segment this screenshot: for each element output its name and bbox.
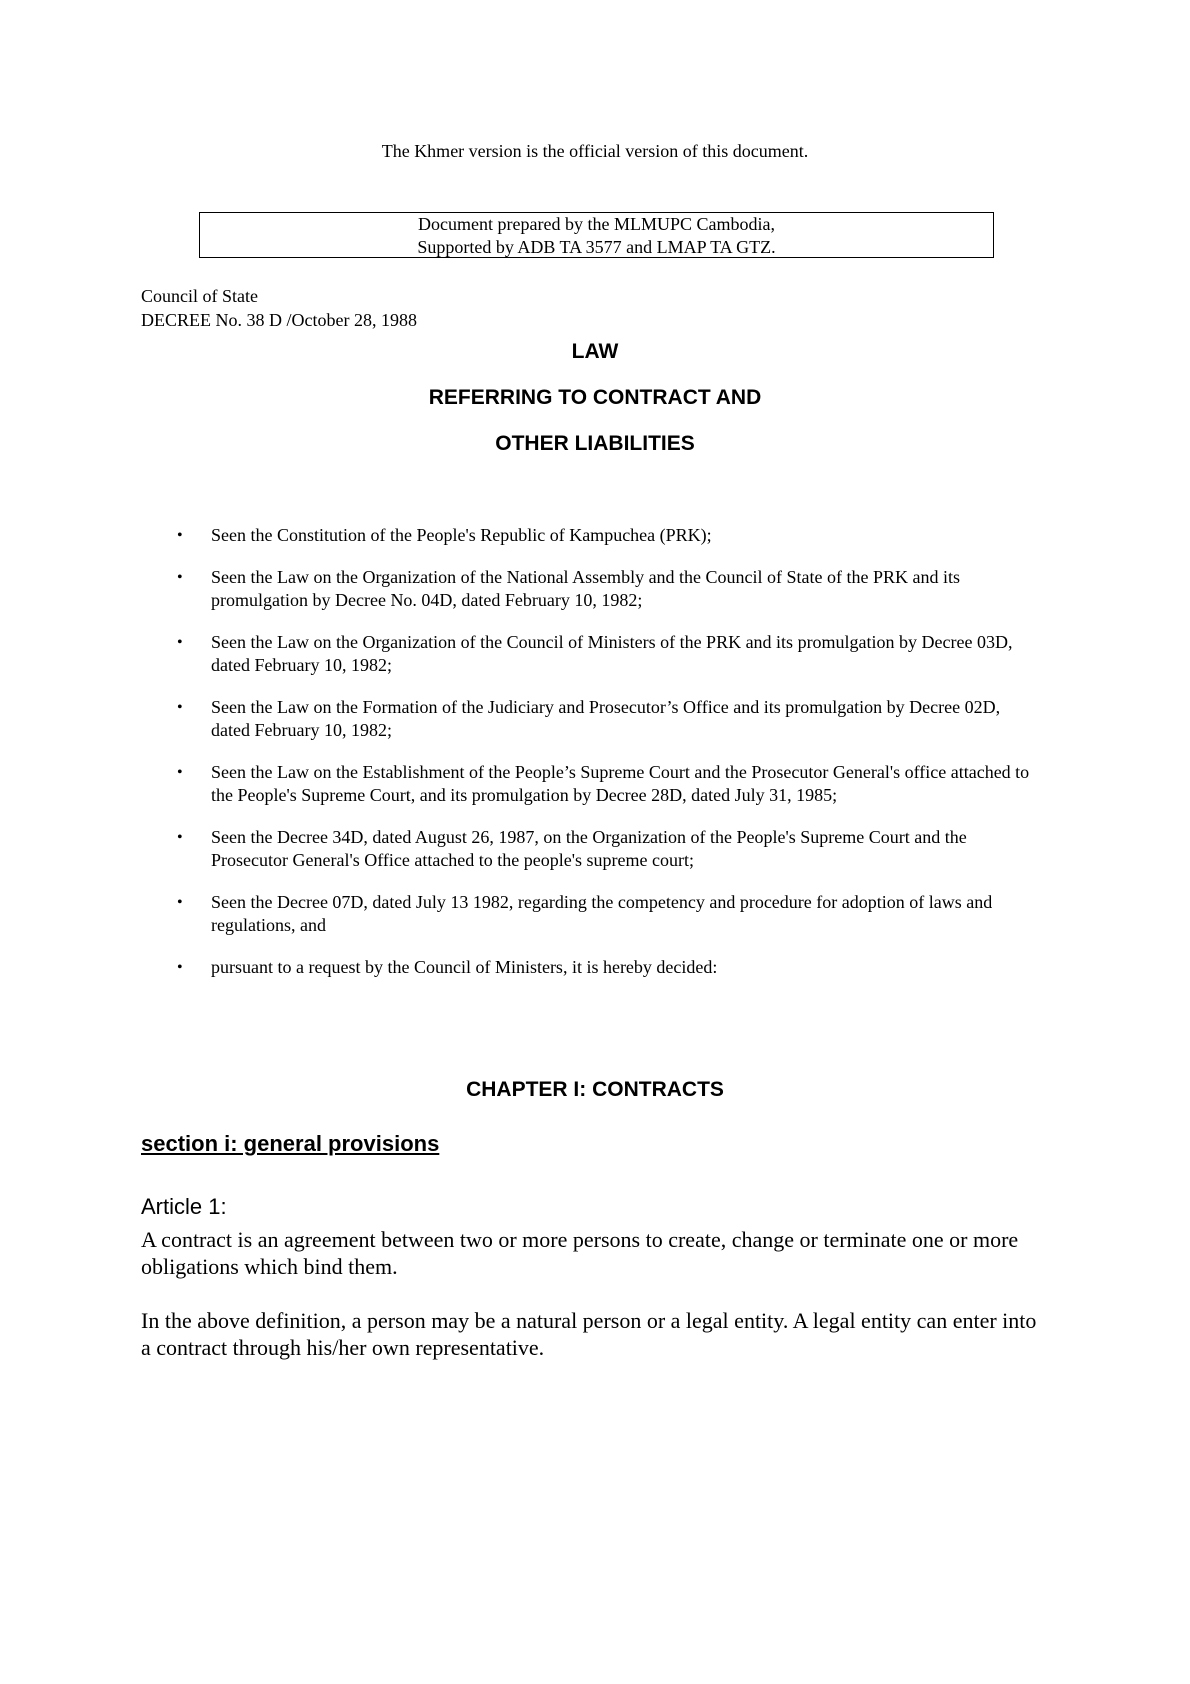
preamble-item — [141, 566, 1041, 612]
section-title: section i: general provisions — [141, 1131, 440, 1156]
chapter-title: CHAPTER I: CONTRACTS — [466, 1078, 724, 1101]
preamble-item — [141, 826, 1041, 872]
preamble-item — [141, 956, 1041, 979]
bullet-icon: • — [177, 569, 183, 586]
bullet-icon: • — [177, 527, 183, 544]
article-body — [141, 1226, 1041, 1388]
preamble-item-text: Seen the Law on the Establishment of the People’s Supreme Court and the Prosecutor General's office attached to the People's Supreme Court, and its promulgation by Decree 28D, dated July 31, 1985; — [211, 762, 1030, 805]
preamble-item — [141, 891, 1041, 937]
decree-reference: DECREE No. 38 D /October 28, 1988 — [141, 310, 417, 330]
preamble-item-text: Seen the Law on the Formation of the Judiciary and Prosecutor’s Office and its promulgation by Decree 02D, dated February 10, 1982; — [211, 697, 1001, 740]
preamble-item-text: Seen the Decree 34D, dated August 26, 1987, on the Organization of the People's Supreme Court and the Prosecutor General's Office attached to the people's supreme court; — [211, 827, 967, 870]
issuer-block — [141, 284, 417, 332]
preamble-item-text: Seen the Law on the Organization of the Council of Ministers of the PRK and its promulgation by Decree 03D, dated February 10, 1982; — [211, 632, 1013, 675]
bullet-icon: • — [177, 699, 183, 716]
preparation-line-1: Document prepared by the MLMUPC Cambodia, — [418, 214, 775, 234]
bullet-icon: • — [177, 959, 183, 976]
law-title-line-3: OTHER LIABILITIES — [495, 432, 695, 455]
preamble-item — [141, 524, 1041, 547]
bullet-icon: • — [177, 829, 183, 846]
preamble-item-text: Seen the Law on the Organization of the National Assembly and the Council of State of the PRK and its promulgation by Decree No. 04D, dated February 10, 1982; — [211, 567, 961, 610]
official-version-note: The Khmer version is the official version of this document. — [381, 141, 809, 161]
preamble-item — [141, 631, 1041, 677]
preparation-line-2: Supported by ADB TA 3577 and LMAP TA GTZ. — [417, 237, 776, 257]
preamble-item-text: pursuant to a request by the Council of Ministers, it is hereby decided: — [211, 957, 718, 977]
law-title-line-1: LAW — [571, 340, 619, 363]
preamble-item — [141, 761, 1041, 807]
issuing-body: Council of State — [141, 286, 258, 306]
bullet-icon: • — [177, 634, 183, 651]
preamble-item-text: Seen the Constitution of the People's Republic of Kampuchea (PRK); — [211, 525, 712, 545]
law-title-line-2: REFERRING TO CONTRACT AND — [428, 386, 762, 409]
article-paragraph-1: A contract is an agreement between two or more persons to create, change or terminate one or more obligations which bind them. — [141, 1227, 1019, 1279]
bullet-icon: • — [177, 894, 183, 911]
preamble-item — [141, 696, 1041, 742]
preamble-item-text: Seen the Decree 07D, dated July 13 1982, regarding the competency and procedure for adoption of laws and regulations, and — [211, 892, 993, 935]
article-title: Article 1: — [141, 1194, 227, 1219]
article-paragraph-2: In the above definition, a person may be a natural person or a legal entity. A legal entity can enter into a contract through his/her own representative. — [141, 1308, 1037, 1360]
bullet-icon: • — [177, 764, 183, 781]
preparation-notice-box — [199, 212, 994, 258]
preamble-list — [141, 524, 1041, 998]
